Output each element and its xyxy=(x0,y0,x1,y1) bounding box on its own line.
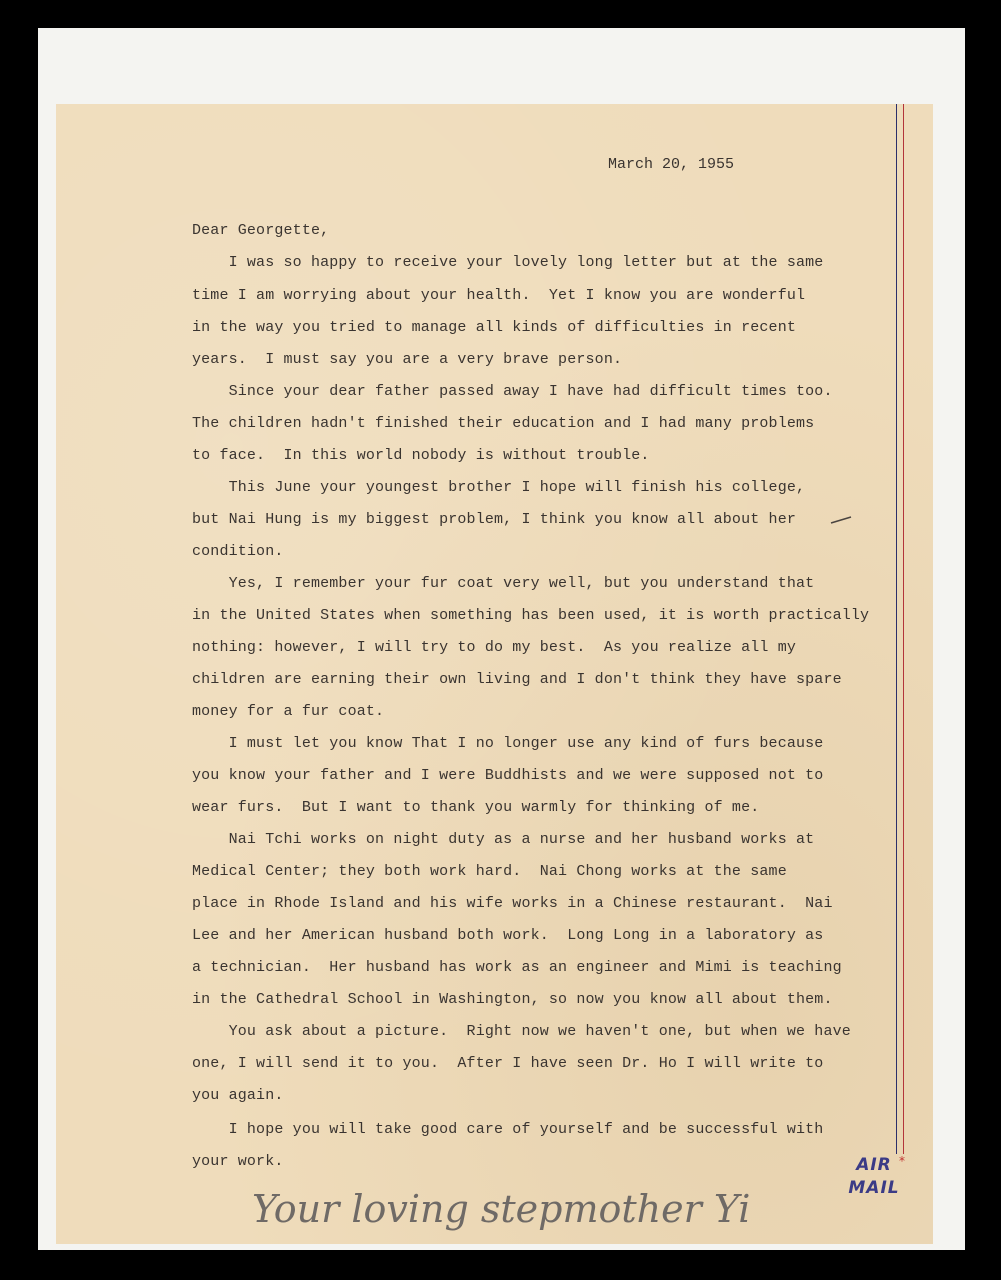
letter-line: Nai Tchi works on night duty as a nurse and her husband works at xyxy=(192,831,815,848)
signature-text: Your loving stepmother Yi xyxy=(252,1187,751,1231)
letter-line: wear furs. But I want to thank you warmly for thinking of me. xyxy=(192,799,760,816)
letter-line: Lee and her American husband both work. Long Long in a laboratory as xyxy=(192,927,824,944)
letter-line: This June your youngest brother I hope will finish his college, xyxy=(192,479,806,496)
letter-line: your work. xyxy=(192,1153,284,1170)
handwritten-signature xyxy=(252,1178,812,1242)
letter-line: years. I must say you are a very brave person. xyxy=(192,351,623,368)
letter-line: I hope you will take good care of yourself and be successful with xyxy=(192,1121,824,1138)
letter-line: but Nai Hung is my biggest problem, I think you know all about her xyxy=(192,511,796,528)
letter-line: in the United States when something has been used, it is worth practically xyxy=(192,607,870,624)
letter-line: place in Rhode Island and his wife works in a Chinese restaurant. Nai xyxy=(192,895,833,912)
letter-line: Dear Georgette, xyxy=(192,222,330,239)
air-mail-mail: MAIL xyxy=(848,1178,900,1198)
margin-rule-red xyxy=(903,104,904,1154)
letter-line: one, I will send it to you. After I have seen Dr. Ho I will write to xyxy=(192,1055,824,1072)
letter-line: a technician. Her husband has work as an engineer and Mimi is teaching xyxy=(192,959,842,976)
letter-line: I must let you know That I no longer use any kind of furs because xyxy=(192,735,824,752)
letter-line: in the way you tried to manage all kinds of difficulties in recent xyxy=(192,319,796,336)
letter-page xyxy=(56,104,933,1244)
letter-line: Medical Center; they both work hard. Nai Chong works at the same xyxy=(192,863,787,880)
letter-line: money for a fur coat. xyxy=(192,703,385,720)
letter-date: March 20, 1955 xyxy=(608,156,735,173)
pencil-check-mark xyxy=(830,516,852,524)
letter-line: in the Cathedral School in Washington, so now you know all about them. xyxy=(192,991,833,1008)
air-mail-star-icon: * xyxy=(899,1154,905,1168)
letter-line: I was so happy to receive your lovely long letter but at the same xyxy=(192,254,824,271)
margin-rule-blue xyxy=(896,104,897,1154)
letter-line: time I am worrying about your health. Yet I know you are wonderful xyxy=(192,287,806,304)
letter-line: condition. xyxy=(192,543,284,560)
letter-line: Yes, I remember your fur coat very well, but you understand that xyxy=(192,575,815,592)
letter-line: children are earning their own living and I don't think they have spare xyxy=(192,671,842,688)
letter-line: Since your dear father passed away I have had difficult times too. xyxy=(192,383,833,400)
letter-line: to face. In this world nobody is without trouble. xyxy=(192,447,650,464)
letter-line: You ask about a picture. Right now we haven't one, but when we have xyxy=(192,1023,851,1040)
letter-line: nothing: however, I will try to do my best. As you realize all my xyxy=(192,639,796,656)
letter-line: you again. xyxy=(192,1087,284,1104)
letter-line: The children hadn't finished their education and I had many problems xyxy=(192,415,815,432)
air-mail-air: AIR xyxy=(856,1155,892,1175)
letter-line: you know your father and I were Buddhists and we were supposed not to xyxy=(192,767,824,784)
